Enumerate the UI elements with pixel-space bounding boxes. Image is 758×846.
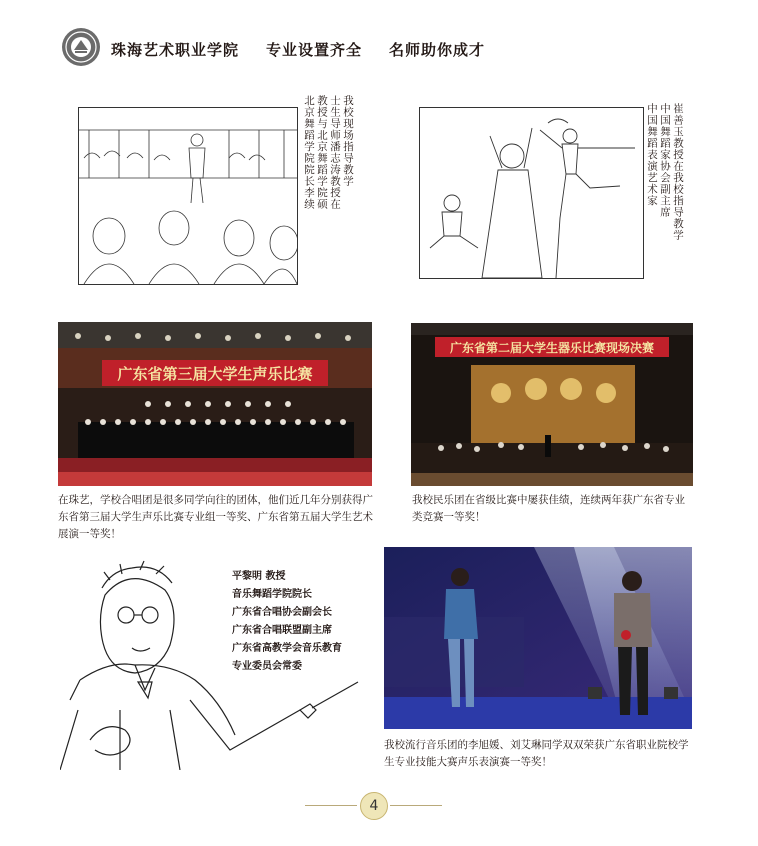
professor-title: 广东省合唱联盟副主席 (232, 625, 332, 636)
professor-title: 音乐舞蹈学院院长 (232, 589, 312, 600)
classroom-sketch-caption (302, 95, 354, 245)
singers-caption: 我校流行音乐团的李旭媛、刘艾琳同学双双荣获广东省职业院校学生专业技能大赛声乐表演赛一等奖！ (384, 739, 689, 768)
school-logo (61, 27, 101, 67)
page-divider-right (390, 805, 442, 806)
caption-line: 教授与北京舞蹈学院硕 (316, 95, 328, 210)
dance-sketch-caption (645, 103, 684, 253)
classroom-sketch (78, 107, 298, 285)
professor-titles (232, 568, 342, 676)
orchestra-banner-text: 广东省第二届大学生器乐比赛现场决赛 (449, 341, 655, 355)
professor-name: 平黎明 教授 (232, 571, 286, 582)
header-slogan-1: 专业设置齐全 (266, 41, 363, 59)
caption-line: 中国舞蹈家协会副主席 (659, 103, 671, 218)
caption-line: 崔善玉教授在我校指导教学 (672, 103, 684, 241)
caption-line: 士生导师潘志涛教授在 (329, 95, 341, 210)
orchestra-photo (411, 323, 693, 486)
choir-banner-text: 广东省第三届大学生声乐比赛 (117, 365, 313, 383)
choir-photo (58, 322, 372, 486)
professor-title: 广东省合唱协会副会长 (232, 607, 332, 618)
caption-line: 北京舞蹈学院院长李续 (303, 95, 315, 210)
orchestra-caption: 我校民乐团在省级比赛中屡获佳绩，连续两年获广东省专业类竞赛一等奖！ (412, 494, 685, 523)
school-name: 珠海艺术职业学院 (111, 41, 240, 59)
singers-photo (384, 547, 692, 729)
caption-line: 中国舞蹈表演艺术家 (646, 103, 658, 207)
dance-sketch (419, 107, 644, 279)
header-slogan-2: 名师助你成才 (389, 41, 486, 59)
caption-line: 我校现场指导教学 (342, 95, 354, 187)
professor-title: 广东省高教学会音乐教育 (232, 643, 342, 654)
choir-caption: 在珠艺，学校合唱团是很多同学向往的团体，他们近几年分别获得广东省第三届大学生声乐比赛专业组一等奖、广东省第五届大学生艺术展演一等奖！ (58, 494, 373, 540)
page-divider-left (305, 805, 357, 806)
professor-title: 专业委员会常委 (232, 661, 302, 672)
page-number: 4 (360, 792, 388, 820)
